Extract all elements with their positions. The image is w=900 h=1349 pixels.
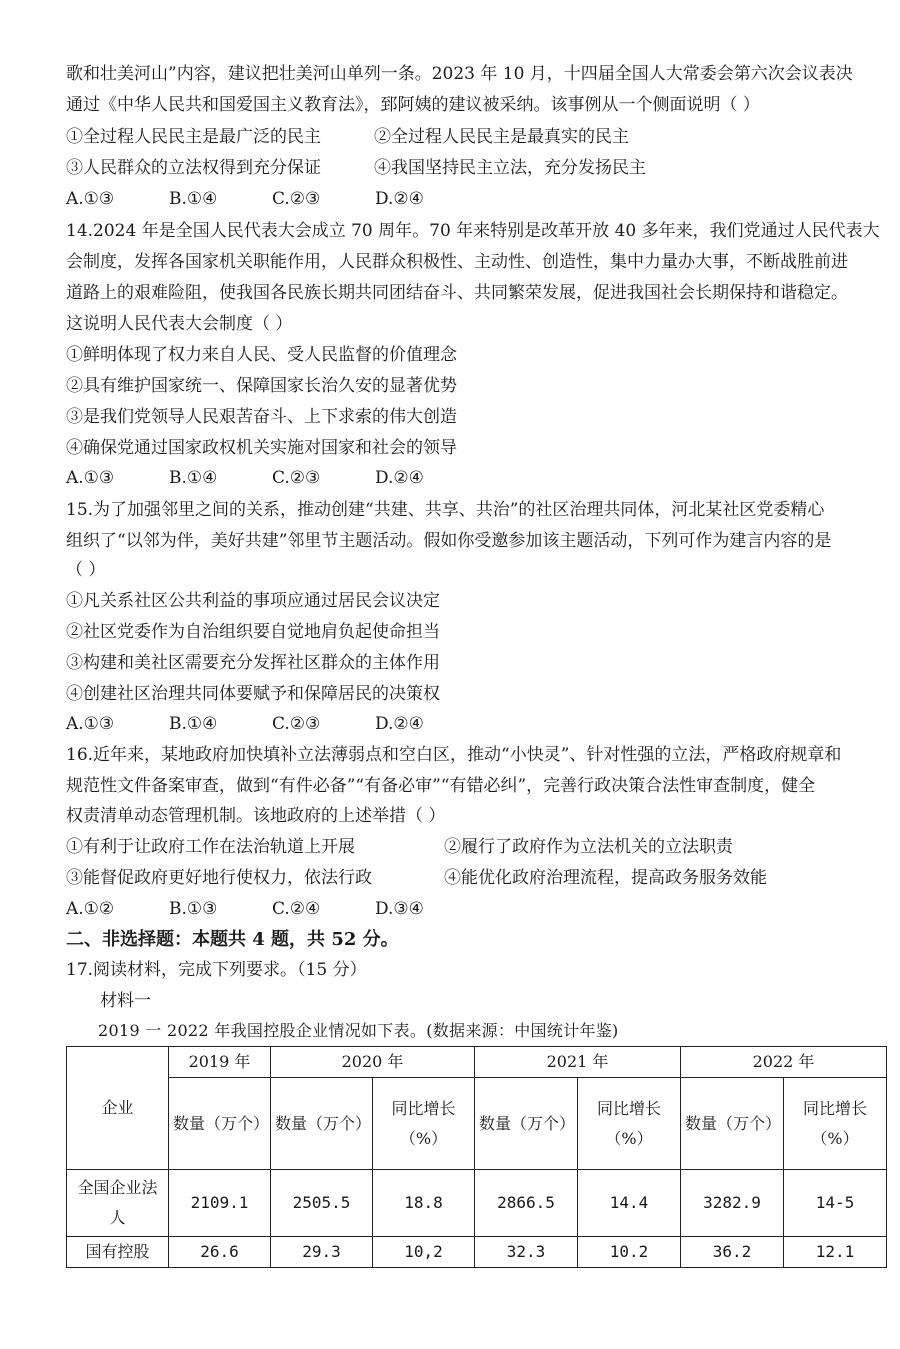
q16-text-line-1: 16.近年来，某地政府加快填补立法薄弱点和空白区，推动“小快灵”、针对性强的立法，严格政府规章和: [66, 745, 842, 765]
q14-statement-3: ③是我们党领导人民艰苦奋斗、上下求索的伟大创造: [66, 407, 457, 427]
table-cell: 10,2: [373, 1237, 475, 1268]
row-label-national-legal-entities: 全国企业法人: [67, 1170, 169, 1237]
table-cell: 10.2: [578, 1237, 681, 1268]
enterprise-table: [66, 1046, 887, 1268]
table-cell: 3282.9: [681, 1170, 784, 1237]
table-corner-header: 企业: [67, 1047, 169, 1170]
header-year-2019: 2019 年: [169, 1047, 271, 1078]
q13-statement-1: ①全过程人民民主是最广泛的民主: [66, 127, 321, 147]
q14-text-line-1: 14.2024 年是全国人民代表大会成立 70 周年。70 年来特别是改革开放 40 多年来，我们党通过人民代表大: [66, 221, 880, 241]
header-growth-2021: 同比增长（%）: [578, 1078, 681, 1170]
q16-statements-row-1: [66, 835, 860, 859]
q13-statements-row-1: [66, 125, 860, 149]
table-cell: 36.2: [681, 1237, 784, 1268]
q15-option-a: A.①③: [66, 714, 115, 734]
header-count-2021: 数量（万个）: [475, 1078, 578, 1170]
table-header-row-years: [67, 1047, 887, 1078]
table-header-row-metrics: [67, 1078, 887, 1170]
q15-statement-2: ②社区党委作为自治组织要自觉地肩负起使命担当: [66, 622, 440, 642]
q15-text-line-3: （ ）: [66, 560, 106, 580]
header-count-2022: 数量（万个）: [681, 1078, 784, 1170]
q13-text-line-2: 通过《中华人民共和国爱国主义教育法》，郅阿姨的建议被采纳。该事例从一个侧面说明（ ）: [66, 95, 760, 115]
q16-statement-3: ③能督促政府更好地行使权力，依法行政: [66, 868, 372, 888]
q14-option-b: B.①④: [169, 468, 218, 488]
q16-option-d: D.③④: [375, 899, 424, 919]
q15-statement-3: ③构建和美社区需要充分发挥社区群众的主体作用: [66, 653, 440, 673]
q16-statement-2: ②履行了政府作为立法机关的立法职责: [444, 837, 733, 857]
q13-options: [66, 187, 860, 211]
q13-option-b: B.①④: [169, 189, 218, 209]
q16-option-c: C.②④: [272, 899, 321, 919]
table-row: [67, 1170, 887, 1237]
q16-option-a: A.①②: [66, 899, 115, 919]
table-cell: 26.6: [169, 1237, 271, 1268]
q13-statement-4: ④我国坚持民主立法，充分发扬民主: [374, 158, 646, 178]
table-cell: 32.3: [475, 1237, 578, 1268]
header-growth-2020: 同比增长（%）: [373, 1078, 475, 1170]
q14-option-d: D.②④: [375, 468, 424, 488]
table-cell: 2866.5: [475, 1170, 578, 1237]
q14-text-line-2: 会制度，发挥各国家机关职能作用，人民群众积极性、主动性、创造性，集中力量办大事，不断战胜前进: [66, 252, 848, 272]
table-cell: 2505.5: [271, 1170, 373, 1237]
q15-option-c: C.②③: [272, 714, 321, 734]
q16-options: [66, 897, 860, 921]
q14-text-line-4: 这说明人民代表大会制度（ ）: [66, 314, 293, 334]
q14-option-a: A.①③: [66, 468, 115, 488]
q13-option-c: C.②③: [272, 189, 321, 209]
table-cell: 14-5: [784, 1170, 887, 1237]
q17-stem: 17.阅读材料，完成下列要求。（15 分）: [66, 960, 367, 980]
header-count-2020: 数量（万个）: [271, 1078, 373, 1170]
q15-text-line-1: 15.为了加强邻里之间的关系，推动创建“共建、共享、共治”的社区治理共同体，河北某社区党委精心: [66, 500, 825, 520]
q13-option-d: D.②④: [375, 189, 424, 209]
q15-option-d: D.②④: [375, 714, 424, 734]
q13-statement-3: ③人民群众的立法权得到充分保证: [66, 158, 321, 178]
table-cell: 29.3: [271, 1237, 373, 1268]
section-title: 二、非选择题：本题共 4 题，共 52 分。: [66, 929, 399, 950]
table-caption: 2019 一 2022 年我国控股企业情况如下表。(数据来源：中国统计年鉴): [98, 1021, 619, 1040]
q16-option-b: B.①③: [169, 899, 218, 919]
q15-option-b: B.①④: [169, 714, 218, 734]
q15-statement-1: ①凡关系社区公共利益的事项应通过居民会议决定: [66, 591, 440, 611]
q16-statement-1: ①有利于让政府工作在法治轨道上开展: [66, 837, 355, 857]
header-count-2019: 数量（万个）: [169, 1078, 271, 1170]
q13-statement-2: ②全过程人民民主是最真实的民主: [374, 127, 629, 147]
q15-text-line-2: 组织了“以邻为伴，美好共建”邻里节主题活动。假如你受邀参加该主题活动，下列可作为建言内容的是: [66, 531, 832, 551]
table-cell: 12.1: [784, 1237, 887, 1268]
q13-statements-row-2: [66, 156, 860, 180]
q14-statement-4: ④确保党通过国家政权机关实施对国家和社会的领导: [66, 438, 457, 458]
header-year-2021: 2021 年: [475, 1047, 681, 1078]
q16-statement-4: ④能优化政府治理流程，提高政务服务效能: [444, 868, 767, 888]
table-row: [67, 1237, 887, 1268]
q16-text-line-2: 规范性文件备案审查，做到“有件必备”“有备必审”“有错必纠”，完善行政决策合法性审查制度，健全: [66, 776, 816, 796]
header-growth-2022: 同比增长（%）: [784, 1078, 887, 1170]
header-year-2020: 2020 年: [271, 1047, 475, 1078]
q15-statement-4: ④创建社区治理共同体要赋予和保障居民的决策权: [66, 684, 440, 704]
q16-text-line-3: 权责清单动态管理机制。该地政府的上述举措（ ）: [66, 806, 446, 826]
table-cell: 18.8: [373, 1170, 475, 1237]
q14-statement-2: ②具有维护国家统一、保障国家长治久安的显著优势: [66, 376, 457, 396]
q16-statements-row-2: [66, 866, 860, 890]
row-label-state-controlled: 国有控股: [67, 1237, 169, 1268]
q14-option-c: C.②③: [272, 468, 321, 488]
q13-text-line-1: 歌和壮美河山”内容，建议把壮美河山单列一条。2023 年 10 月，十四届全国人大常委会第六次会议表决: [66, 64, 853, 84]
table-cell: 2109.1: [169, 1170, 271, 1237]
q14-text-line-3: 道路上的艰难险阻，使我国各民族长期共同团结奋斗、共同繁荣发展，促进我国社会长期保持和谐稳定。: [66, 283, 848, 303]
q17-material-label: 材料一: [100, 991, 151, 1011]
q14-statement-1: ①鲜明体现了权力来自人民、受人民监督的价值理念: [66, 345, 457, 365]
table-cell: 14.4: [578, 1170, 681, 1237]
q13-option-a: A.①③: [66, 189, 115, 209]
q15-options: [66, 712, 860, 736]
header-year-2022: 2022 年: [681, 1047, 887, 1078]
q14-options: [66, 466, 860, 490]
